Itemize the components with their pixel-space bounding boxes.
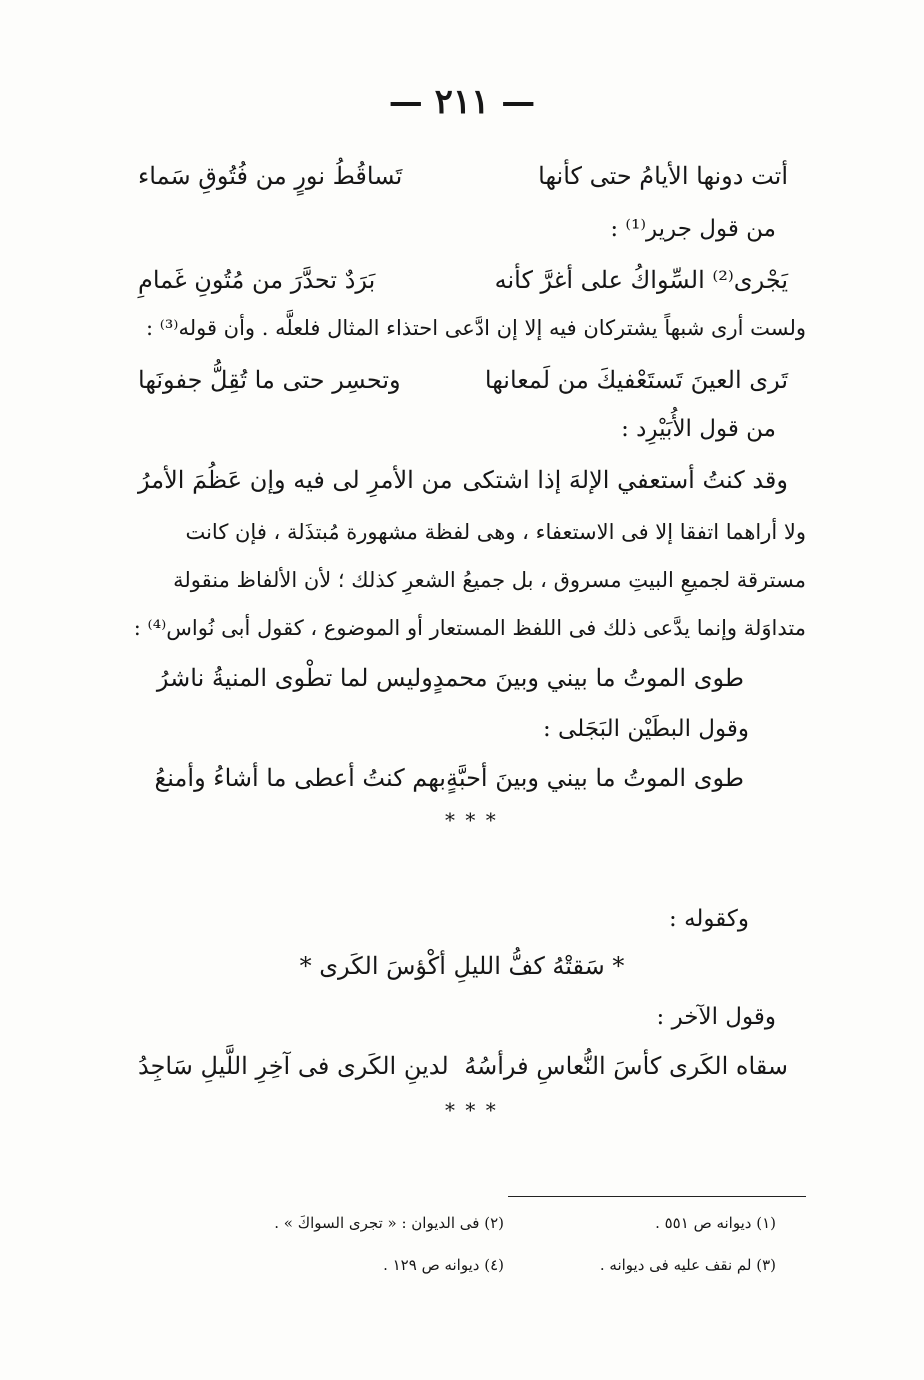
verse-2	[138, 266, 788, 294]
label-kaqawlihi: وكقوله :	[669, 906, 749, 932]
verse-4	[138, 466, 788, 494]
verse-7-second: لدينِ الكَرى فى آخِرِ اللَّيلِ سَاجِدُ	[138, 1052, 449, 1080]
verse-5-first: طوى الموتُ ما بيني وبينَ محمدٍ	[432, 664, 744, 692]
verse-1	[138, 162, 788, 190]
section-divider-stars: * * *	[445, 1098, 498, 1122]
footnote-2: (٢) فى الديوان : « تجرى السواكَ » .	[274, 1214, 504, 1232]
verse-4-second: من الأمرِ لى فيه وإن عَظُمَ الأمرُ	[138, 466, 453, 494]
verse-3-second: وتحسِر حتى ما تُقِلُّ جفونَها	[138, 366, 401, 394]
label-batin: وقول البطَيْن البَجَلى :	[542, 716, 749, 742]
prose-line: ولا أراهما اتفقا إلا فى الاستعفاء ، وهى لفظة مشهورة مُبتذَلة ، فإن كانت	[185, 520, 806, 544]
verse-5	[156, 664, 744, 692]
prose-line: مسترقة لجميعِ البيتِ مسروق ، بل جميعُ الشعرِ كذلك ؛ لأن الألفاظ منقولة	[173, 568, 806, 592]
verse-7-first: سقاه الكَرى كأسَ النُّعاسِ فرأسُهُ	[464, 1052, 788, 1080]
footnote-1: (١) ديوانه ص ٥٥١ .	[655, 1214, 776, 1232]
verse-1-first: أتت دونها الأيامُ حتى كأنها	[538, 162, 788, 190]
verse-7	[138, 1052, 788, 1080]
hemistich-quote: * سَقتْهُ كفُّ الليلِ أكْؤسَ الكَرى *	[299, 952, 625, 980]
verse-1-second: تَساقُطُ نورٍ من فُتُوقِ سَماء	[138, 162, 403, 190]
verse-3-first: تَرى العينَ تَستَعْفيكَ من لَمعانها	[484, 366, 788, 394]
section-divider-stars: * * *	[445, 808, 498, 832]
verse-5-second: وليس لما تطْوى المنيةُ ناشرُ	[156, 664, 433, 692]
verse-3	[138, 366, 788, 394]
prose-line: ولست أرى شبهاً يشتركان فيه إلا إن ادَّعى احتذاء المثال فلعلَّه . وأن قوله⁽³⁾ :	[145, 316, 806, 340]
footnote-rule	[508, 1196, 806, 1197]
footnote-4: (٤) ديوانه ص ١٢٩ .	[383, 1256, 504, 1274]
verse-2-first: يَجْرى⁽²⁾ السِّواكُ على أغرَّ كأنه	[494, 266, 788, 294]
verse-4-first: وقد كنتُ أستعفي الإلهَ إذا اشتكى	[462, 466, 788, 494]
verse-2-second: بَرَدٌ تحدَّرَ من مُتُونِ غَمامِ	[138, 266, 376, 294]
label-ubayrid: من قول الأُبَيْرِد :	[621, 416, 776, 442]
label-akhar: وقول الآخر :	[656, 1004, 776, 1030]
footnote-3: (٣) لم نقف عليه فى ديوانه .	[599, 1256, 776, 1274]
verse-6-first: طوى الموتُ ما بيني وبينَ أحبَّةٍ	[445, 764, 744, 792]
page-number: — ٢١١ —	[388, 82, 536, 122]
prose-line: متداوَلة وإنما يدَّعى ذلك فى اللفظ المستعار أو الموضوع ، كقول أبى نُواس⁽⁴⁾ :	[133, 616, 806, 640]
verse-6-second: بهم كنتُ أعطى ما أشاءُ وأمنعُ	[154, 764, 446, 792]
label-jarir: من قول جرير⁽¹⁾ :	[610, 216, 776, 242]
verse-6	[154, 764, 744, 792]
